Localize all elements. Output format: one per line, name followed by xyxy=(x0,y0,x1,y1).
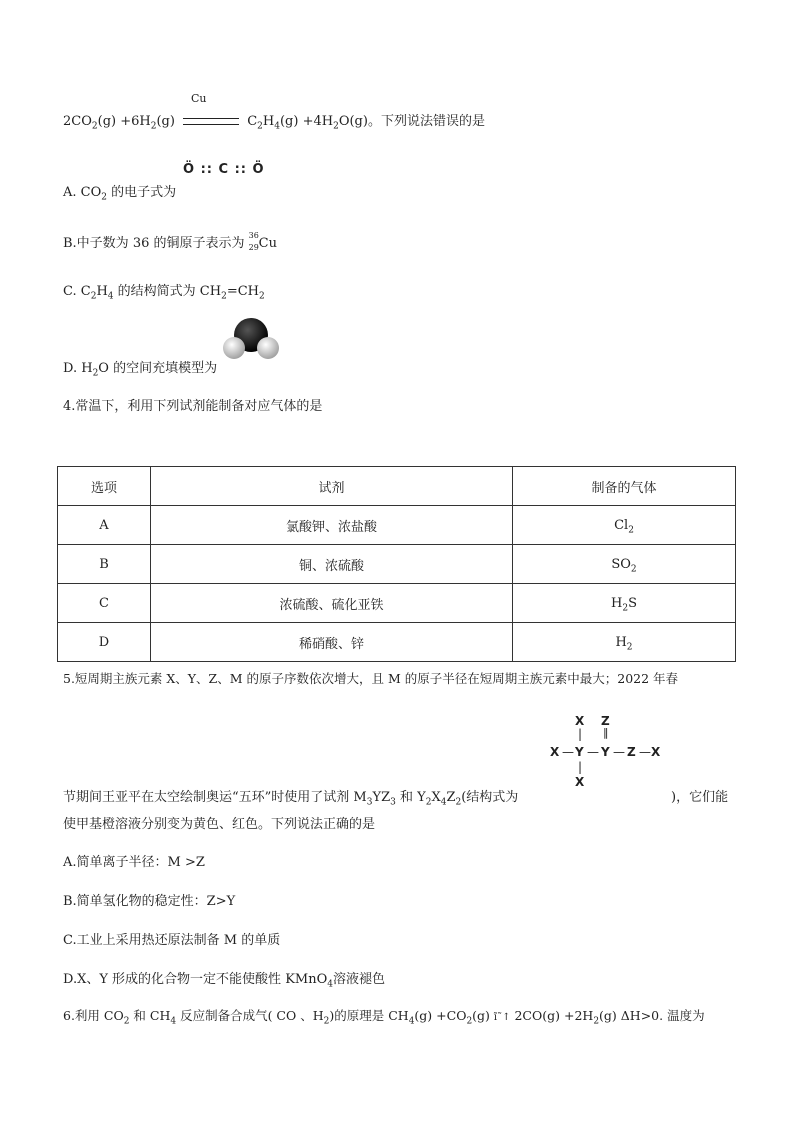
co2-lewis-structure: Ö :: C :: Ö xyxy=(183,162,265,177)
q4-table xyxy=(57,466,736,662)
table-header-row xyxy=(58,467,736,506)
q5-line3: 使甲基橙溶液分别变为黄色、红色。下列说法正确的是 xyxy=(63,817,376,832)
structural-formula: X Z | ‖ X — Y — Y — Z — X | X xyxy=(550,714,661,789)
q5-option-a: A.简单离子半径：M >Z xyxy=(63,855,205,870)
q3-option-c: C. $C_2H_4$ 的结构简式为 $CH_2=CH_2$ xyxy=(63,284,265,302)
q5-line1: 5.短周期主族元素 X、Y、Z、M 的原子序数依次增大，且 M 的原子半径在短周期主族元素中最大；2022 年春 xyxy=(63,671,679,686)
reaction-condition: Cu xyxy=(191,92,207,105)
q6-stem: 6.利用 $CO_2$ 和 $CH_4$ 反应制备合成气( CO 、$H_2$)的原理是 $CH_4(g) +CO_2(g)$ ĩ˜↑ $2CO(g) +2H_2(g)$ ΔH>0. 温度为 xyxy=(63,1008,705,1027)
q4-stem: 4.常温下，利用下列试剂能制备对应气体的是 xyxy=(63,399,323,414)
col-header-option: 选项 xyxy=(58,467,151,506)
equilibrium-arrow xyxy=(183,118,239,125)
q5-option-b: B.简单氢化物的稳定性：Z>Y xyxy=(63,894,236,909)
col-header-reagent: 试剂 xyxy=(151,467,513,506)
table-row: A 氯酸钾、浓盐酸 $Cl_2$ xyxy=(58,506,736,545)
table-row: D 稀硝酸、锌 $H_2$ xyxy=(58,623,736,662)
reversible-arrow: ĩ˜↑ xyxy=(493,1012,511,1023)
q3-option-d: D. $H_2O$ 的空间充填模型为 xyxy=(63,361,218,379)
table-row: B 铜、浓硫酸 $SO_2$ xyxy=(58,545,736,584)
col-header-gas: 制备的气体 xyxy=(513,467,736,506)
h2o-space-filling-model xyxy=(222,316,280,362)
reaction-equation: $2CO_2(g) +6H_2(g)$ $C_2H_4(g) +4H_2O(g)$。下列说法错误的是 xyxy=(63,114,485,132)
q3-option-a: A. $CO_2$ 的电子式为 xyxy=(63,185,177,203)
q5-line2-end: )，它们能 xyxy=(671,790,729,805)
q5-line2: 节期间王亚平在太空绘制奥运“五环”时使用了试剂 $M_3YZ_3$ 和 $Y_2X_4Z_2$(结构式为 xyxy=(63,790,519,808)
q5-option-c: C.工业上采用热还原法制备 M 的单质 xyxy=(63,933,281,948)
q3-option-b: B.中子数为 36 的铜原子表示为 36 29 Cu xyxy=(63,230,277,252)
q5-option-d: D.X、Y 形成的化合物一定不能使酸性 KMnO$_4$溶液褪色 xyxy=(63,972,385,990)
table-row: C 浓硫酸、硫化亚铁 $H_2S$ xyxy=(58,584,736,623)
